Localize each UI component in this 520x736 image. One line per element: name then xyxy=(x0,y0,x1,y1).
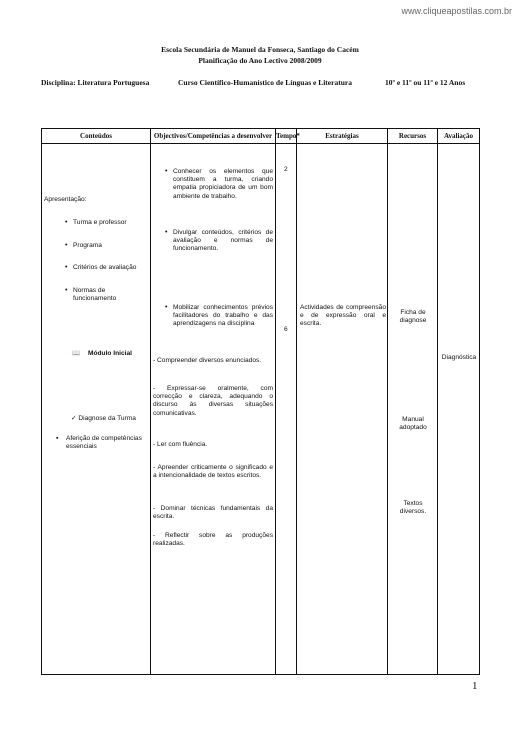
plan-title: Planificação do Ano Lectivo 2008/2009 xyxy=(198,56,322,65)
cell-objectivos xyxy=(151,144,276,675)
modulo-title: Módulo Inicial xyxy=(88,350,132,357)
col-header-avaliacao: Avaliação xyxy=(438,129,480,144)
objective-line: - Ler com fluência. xyxy=(153,441,208,448)
objective-item: • Divulgar conteúdos, critérios de avaliação e normas de funcionamento. xyxy=(173,229,273,254)
objective-line: - Dominar técnicas fundamentais da escrita. xyxy=(153,505,273,521)
book-icon: 📖 xyxy=(72,350,81,357)
list-item: • Turma e professor xyxy=(73,219,127,227)
tempo-value: 2 xyxy=(284,166,288,173)
tempo-value: 6 xyxy=(284,326,288,333)
cell-conteudos xyxy=(42,144,151,675)
cell-avaliacao xyxy=(438,144,480,675)
apresentacao-label: Apresentação: xyxy=(44,196,87,203)
list-item: • Normas de funcionamento xyxy=(73,287,150,303)
page-number: 1 xyxy=(472,680,478,692)
resource-item: Ficha de diagnose xyxy=(399,309,427,325)
evaluation-type: Diagnóstica xyxy=(441,354,477,361)
years-label: 10º e 11º ou 11º e 12 Anos xyxy=(385,78,466,87)
col-header-recursos: Recursos xyxy=(388,129,438,144)
planning-table xyxy=(41,128,480,675)
cell-estrategias xyxy=(297,144,388,675)
col-header-conteudos: Conteúdos xyxy=(42,129,151,144)
resource-item: Manual adoptado xyxy=(399,416,427,432)
discipline-label: Disciplina: Literatura Portuguesa xyxy=(41,78,150,87)
objective-line: - Reflectir sobre as produções realizadas. xyxy=(153,532,273,548)
table-header-row xyxy=(42,129,480,144)
school-name: Escola Secundária de Manuel da Fonseca, Santiago do Cacém xyxy=(161,45,359,54)
table-row xyxy=(42,144,480,675)
course-label: Curso Científico-Humanístico de Línguas e Literatura xyxy=(178,78,352,87)
diagnose-item: ✓ Diagnose da Turma xyxy=(71,415,136,422)
objective-line: - Apreender criticamente o significado e a intencionalidade de textos escritos. xyxy=(153,464,273,480)
objective-line: - Expressar-se oralmente, com correcção e clareza, adequando o discurso às diversas situações comunicativas. xyxy=(153,385,273,417)
objective-line: - Compreender diversos enunciados. xyxy=(153,357,262,364)
objective-item: • Mobilizar conhecimentos prévios facilitadores do trabalho e das aprendizagens na disciplina xyxy=(173,304,273,329)
watermark: www.cliqueapostilas.com.br xyxy=(401,6,512,16)
cell-recursos xyxy=(388,144,438,675)
col-header-objectivos: Objectivos/Competências a desenvolver xyxy=(151,129,276,144)
col-header-estrategias: Estratégias xyxy=(297,129,388,144)
afericao-item: ▪ Aferição de competências essenciais xyxy=(66,435,146,451)
cell-tempo xyxy=(276,144,297,675)
resource-item: Textos diversos. xyxy=(399,500,427,516)
strategy-text: Actividades de compreensão e de expressão oral e escrita. xyxy=(300,304,386,328)
list-item: • Critérios de avaliação xyxy=(73,264,136,272)
list-item: • Programa xyxy=(73,242,102,250)
objective-item: • Conhecer os elementos que constituem a turma, criando empatia propiciadora de um bom ambiente de trabalho. xyxy=(173,168,273,201)
col-header-tempo: Tempo* xyxy=(276,129,297,144)
